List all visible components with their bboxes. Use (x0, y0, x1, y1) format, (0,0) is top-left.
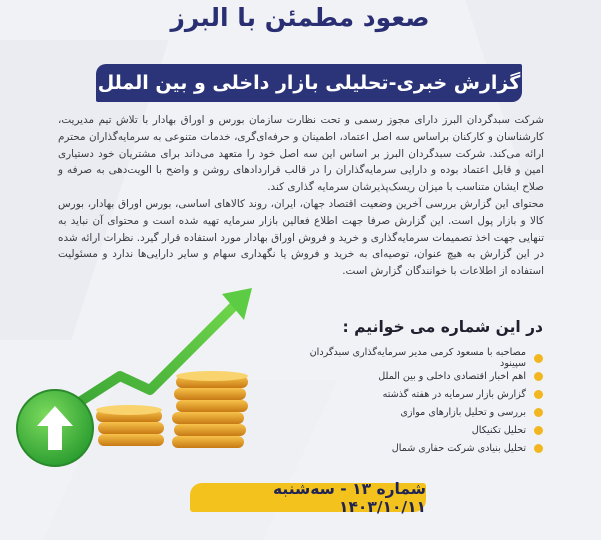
list-item-label: تحلیل تکنیکال (471, 424, 526, 436)
bullet-dot-icon (534, 354, 543, 363)
issue-badge: شماره ۱۳ - سه‌شنبه ۱۴۰۳/۱۰/۱۱ (190, 483, 426, 512)
page-title: صعود مطمئن با البرز (170, 3, 430, 32)
list-item-label: مصاحبه با مسعود کرمی مدیر سرمایه‌گذاری سبدگردان سپینود (309, 347, 526, 369)
bullet-dot-icon (534, 372, 543, 381)
up-arrow-badge-icon (17, 390, 93, 466)
list-item (283, 439, 543, 457)
list-item-label: گزارش بازار سرمایه در هفته گذشته (382, 388, 526, 400)
contents-list (283, 349, 543, 457)
bullet-dot-icon (534, 390, 543, 399)
list-item (283, 403, 543, 421)
bullet-dot-icon (534, 426, 543, 435)
list-item-label: تحلیل بنیادی شرکت حفاری شمال (391, 442, 526, 454)
bullet-dot-icon (534, 408, 543, 417)
list-item-label: اهم اخبار اقتصادی داخلی و بین الملل (378, 370, 526, 382)
subtitle-banner (96, 64, 522, 102)
bullet-dot-icon (534, 444, 543, 453)
growth-illustration (0, 280, 300, 480)
list-item (283, 367, 543, 385)
list-item (283, 349, 543, 367)
subtitle-text: گزارش خبری-تحلیلی بازار داخلی و بین الملل (97, 72, 521, 94)
intro-paragraph-2: محتوای این گزارش بررسی آخرین وضعیت اقتصاد جهان، ایران، روند کالاهای اساسی، بورس اوراق بهادار، بورس کالا و بازار پول است. این گزارش صرفا جهت اطلاع فعالین بازار سرمایه تهیه شده است و محتوای آن نباید به تنهایی جهت اخذ تصمیمات سرمایه‌گذاری و خرید و فروش اوراق بهادار مورد استفاده قرار گیرد. نظرات ارائه شده در این گزارش به هیچ عنوان، توصیه‌ای به خرید و فروش یا نگهداری سهام و سایر دارایی‌ها ندارد و مسئولیت استفاده از اطلاعات با خوانندگان گزارش است. (58, 197, 544, 278)
list-item (283, 421, 543, 439)
intro-text (58, 112, 544, 280)
list-item (283, 385, 543, 403)
intro-paragraph-1: شرکت سبدگردان البرز دارای مجوز رسمی و تحت نظارت سازمان بورس و اوراق بهادار با تلاش تیم مدیریت، کارشناسان و کارکنان براساس سه اصل اعتماد، اطمینان و حرفه‌ای‌گری، خدمات متنوعی به سرمایه‌گذاران محترم ارائه می‌کند. شرکت سبدگردان البرز بر اساس این سه اصل خود را متعهد می‌داند برای مشتریان خود دستیاری امین و قابل اعتماد بوده و دارایی سرمایه‌گذاران را در قالب قراردادهای روشن و واضح با الویت‌دهی به صرفه و صلاح ایشان متناسب با میزان ریسک‌پذیرشان سرمایه گذاری کند. (58, 114, 544, 194)
contents-heading: در این شماره می خوانیم : (342, 318, 543, 336)
list-item-label: بررسی و تحلیل بازارهای موازی (400, 406, 526, 418)
